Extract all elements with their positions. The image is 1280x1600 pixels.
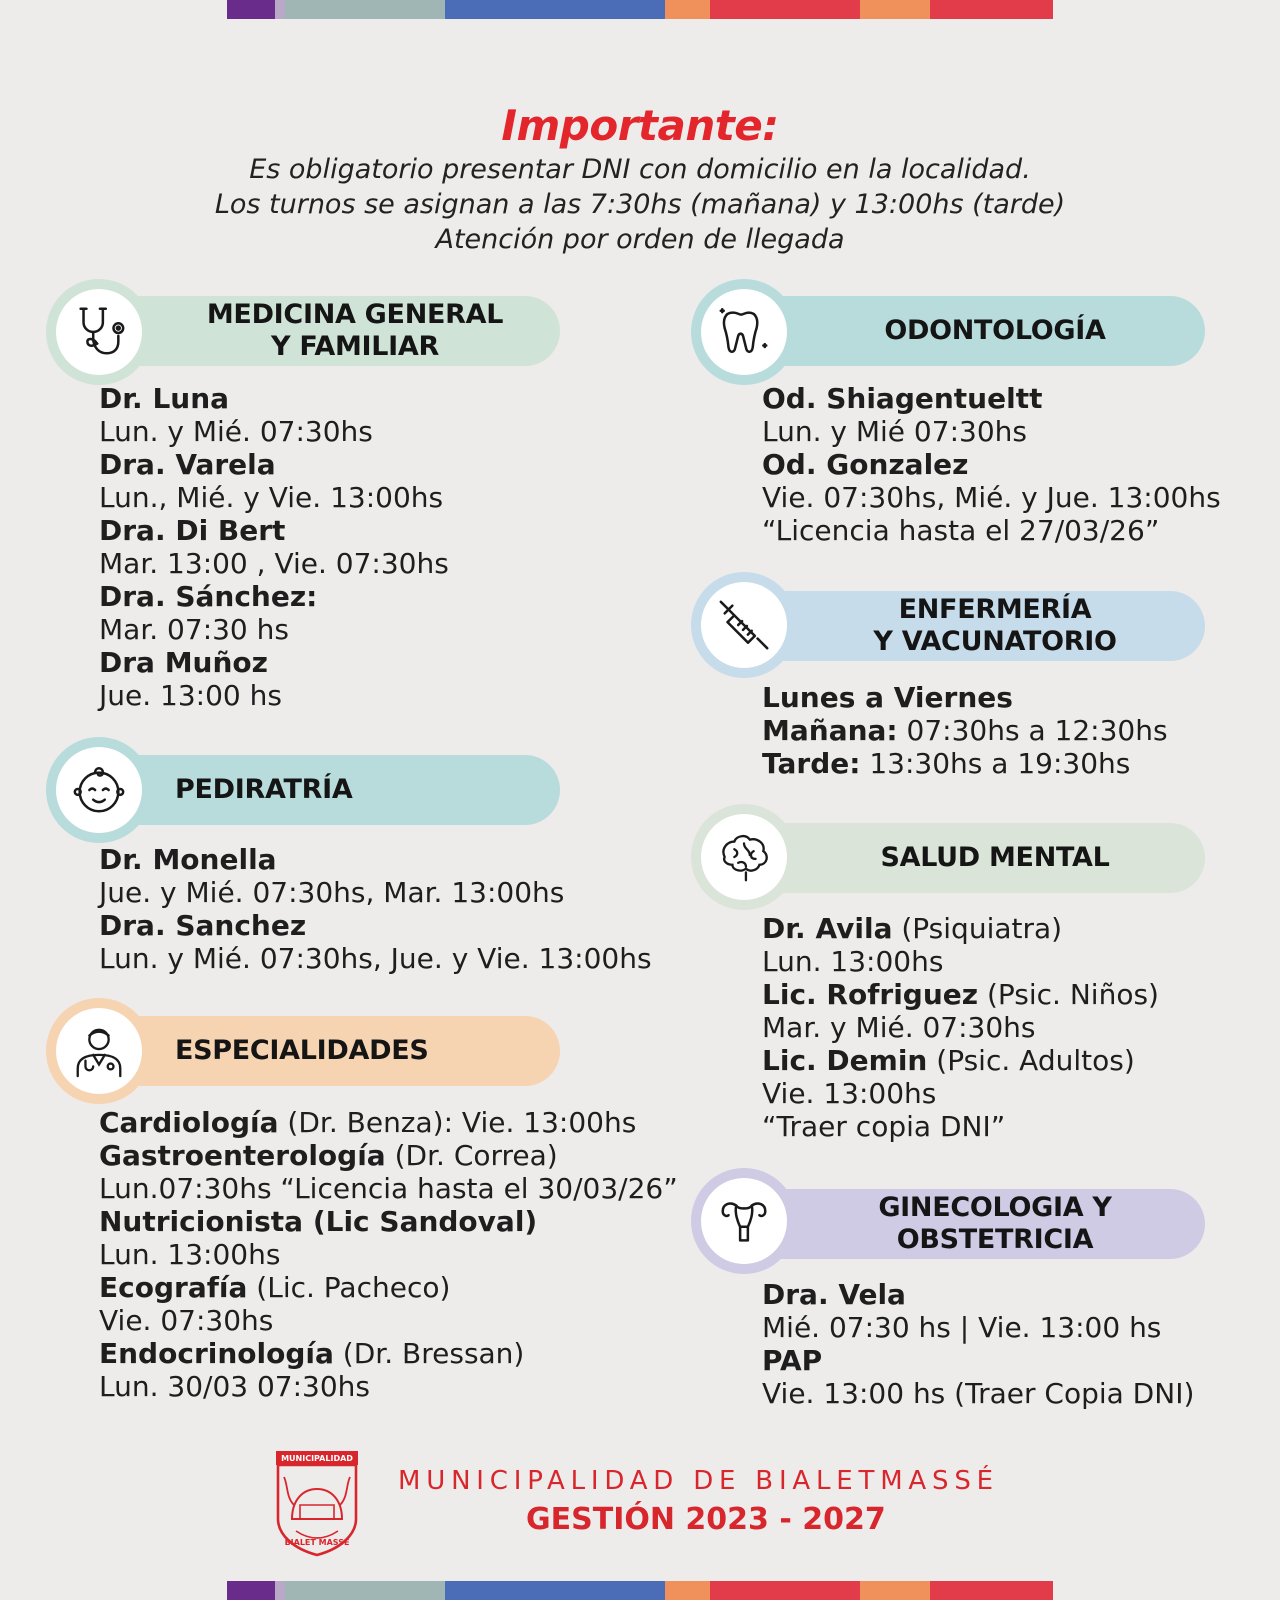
salud-mental-badge: [691, 804, 797, 910]
salud-mental-role-2: (Psic. Niños): [978, 978, 1159, 1011]
pediatria-schedule-1: Jue. y Mié. 07:30hs, Mar. 13:00hs: [99, 876, 565, 909]
ginecologia-header: [735, 1189, 1205, 1259]
logo-bottom-text: BIALET MASSÉ: [284, 1538, 350, 1547]
odontologia-schedule-1: Lun. y Mié 07:30hs: [762, 415, 1027, 448]
salud-mental-role-3: (Psic. Adultos): [927, 1044, 1135, 1077]
especialidades-list: [99, 1106, 678, 1403]
odontologia-schedule-2: Vie. 07:30hs, Mié. y Jue. 13:00hs: [762, 481, 1221, 514]
baby-face-icon: [70, 761, 128, 819]
especialidad-2-schedule: Lun.07:30hs “Licencia hasta el 30/03/26”: [99, 1172, 678, 1205]
notice-block: [0, 100, 1280, 257]
salud-mental-schedule-1: Lun. 13:00hs: [762, 945, 944, 978]
especialidad-3-schedule: Lun. 13:00hs: [99, 1238, 281, 1271]
salud-mental-note: “Traer copia DNI”: [762, 1110, 1006, 1143]
logo-top-text: MUNICIPALIDAD: [281, 1454, 353, 1463]
especialidad-4: Ecografía: [99, 1271, 248, 1304]
medicina-doctor-3: Dra. Di Bert: [99, 514, 286, 547]
especialidad-3: Nutricionista (Lic Sandoval): [99, 1205, 538, 1238]
especialidades-header: [90, 1016, 560, 1086]
salud-mental-doctor-3: Lic. Demin: [762, 1044, 928, 1077]
enfermeria-badge: [691, 572, 797, 678]
pediatria-list: [99, 843, 652, 975]
municipal-logo: [272, 1447, 362, 1557]
tooth-icon: [715, 303, 773, 361]
notice-line-3: Atención por orden de llegada: [435, 224, 845, 255]
medicina-schedule-3: Mar. 13:00 , Vie. 07:30hs: [99, 547, 449, 580]
medicina-schedule-2: Lun., Mié. y Vie. 13:00hs: [99, 481, 444, 514]
salud-mental-schedule-2: Mar. y Mié. 07:30hs: [762, 1011, 1036, 1044]
odontologia-title: ODONTOLOGÍA: [884, 315, 1106, 346]
salud-mental-schedule-3: Vie. 13:00hs: [762, 1077, 937, 1110]
especialidades-badge: [46, 998, 152, 1104]
uterus-icon: [715, 1192, 773, 1250]
notice-title: Importante:: [501, 101, 779, 150]
salud-mental-role-1: (Psiquiatra): [892, 912, 1063, 945]
enfermeria-list: [762, 681, 1168, 780]
especialidad-4-detail: (Lic. Pacheco): [247, 1271, 451, 1304]
odontologia-doctor-2: Od. Gonzalez: [762, 448, 969, 481]
medicina-header: [90, 296, 560, 366]
ginecologia-badge: [691, 1168, 797, 1274]
especialidad-5-schedule: Lun. 30/03 07:30hs: [99, 1370, 371, 1403]
enfermeria-title-2: Y VACUNATORIO: [873, 626, 1117, 657]
footer-subtitle: GESTIÓN 2023 - 2027: [526, 1502, 886, 1537]
especialidad-5: Endocrinología: [99, 1337, 334, 1370]
medicina-title-2: Y FAMILIAR: [270, 331, 440, 362]
notice-line-1: Es obligatorio presentar DNI con domicilio en la localidad.: [249, 154, 1031, 185]
enfermeria-title-1: ENFERMERÍA: [898, 594, 1092, 625]
salud-mental-title: SALUD MENTAL: [880, 842, 1110, 873]
salud-mental-doctor-2: Lic. Rofriguez: [762, 978, 979, 1011]
salud-mental-doctor-1: Dr. Avila: [762, 912, 893, 945]
pediatria-badge: [46, 737, 152, 843]
pediatria-title: PEDIRATRÍA: [175, 774, 353, 805]
medicina-doctor-2: Dra. Varela: [99, 448, 276, 481]
doctor-icon: [70, 1022, 128, 1080]
top-color-band: [227, 0, 1053, 19]
ginecologia-title-2: OBSTETRICIA: [896, 1224, 1094, 1255]
ginecologia-title-1: GINECOLOGIA Y: [878, 1192, 1112, 1223]
footer-title: MUNICIPALIDAD DE BIALETMASSÉ: [398, 1466, 999, 1496]
ginecologia-pap-schedule: Vie. 13:00 hs (Traer Copia DNI): [762, 1377, 1195, 1410]
medicina-schedule-1: Lun. y Mié. 07:30hs: [99, 415, 373, 448]
brain-icon: [715, 828, 773, 886]
especialidad-2: Gastroenterología: [99, 1139, 386, 1172]
odontologia-doctor-1: Od. Shiagentueltt: [762, 382, 1043, 415]
pediatria-doctor-1: Dr. Monella: [99, 843, 277, 876]
enfermeria-afternoon-label: Tarde:: [762, 747, 861, 780]
enfermeria-afternoon-hours: 13:30hs a 19:30hs: [860, 747, 1131, 780]
odontologia-badge: [691, 279, 797, 385]
medicina-list: [99, 382, 449, 712]
medicina-title-1: MEDICINA GENERAL: [206, 299, 504, 330]
pediatria-header: [90, 755, 560, 825]
medicina-schedule-4: Mar. 07:30 hs: [99, 613, 289, 646]
pediatria-schedule-2: Lun. y Mié. 07:30hs, Jue. y Vie. 13:00hs: [99, 942, 652, 975]
ginecologia-list: [762, 1278, 1194, 1410]
medicina-doctor-5: Dra Muñoz: [99, 646, 268, 679]
stethoscope-icon: [70, 303, 128, 361]
especialidad-2-detail: (Dr. Correa): [385, 1139, 558, 1172]
odontologia-list: [762, 382, 1221, 547]
enfermeria-header: [735, 591, 1205, 661]
medicina-badge: [46, 279, 152, 385]
enfermeria-morning-label: Mañana:: [762, 714, 898, 747]
medicina-doctor-4: Dra. Sánchez:: [99, 580, 318, 613]
especialidades-title: ESPECIALIDADES: [175, 1035, 429, 1066]
salud-mental-header: [735, 823, 1205, 893]
enfermeria-days: Lunes a Viernes: [762, 681, 1013, 714]
syringe-icon: [715, 596, 773, 654]
especialidad-5-detail: (Dr. Bressan): [333, 1337, 525, 1370]
especialidad-1-detail: (Dr. Benza): Vie. 13:00hs: [278, 1106, 637, 1139]
medicina-doctor-1: Dr. Luna: [99, 382, 230, 415]
pediatria-doctor-2: Dra. Sanchez: [99, 909, 307, 942]
enfermeria-morning-hours: 07:30hs a 12:30hs: [897, 714, 1168, 747]
odontologia-header: [735, 296, 1205, 366]
ginecologia-schedule-1: Mié. 07:30 hs | Vie. 13:00 hs: [762, 1311, 1162, 1344]
odontologia-note: “Licencia hasta el 27/03/26”: [762, 514, 1160, 547]
especialidad-1: Cardiología: [99, 1106, 279, 1139]
medicina-schedule-5: Jue. 13:00 hs: [99, 679, 282, 712]
especialidad-4-schedule: Vie. 07:30hs: [99, 1304, 274, 1337]
ginecologia-doctor-1: Dra. Vela: [762, 1278, 906, 1311]
bottom-color-band: [227, 1581, 1053, 1600]
notice-line-2: Los turnos se asignan a las 7:30hs (mañana) y 13:00hs (tarde): [214, 189, 1066, 220]
ginecologia-pap: PAP: [762, 1344, 823, 1377]
salud-mental-list: [762, 912, 1159, 1143]
